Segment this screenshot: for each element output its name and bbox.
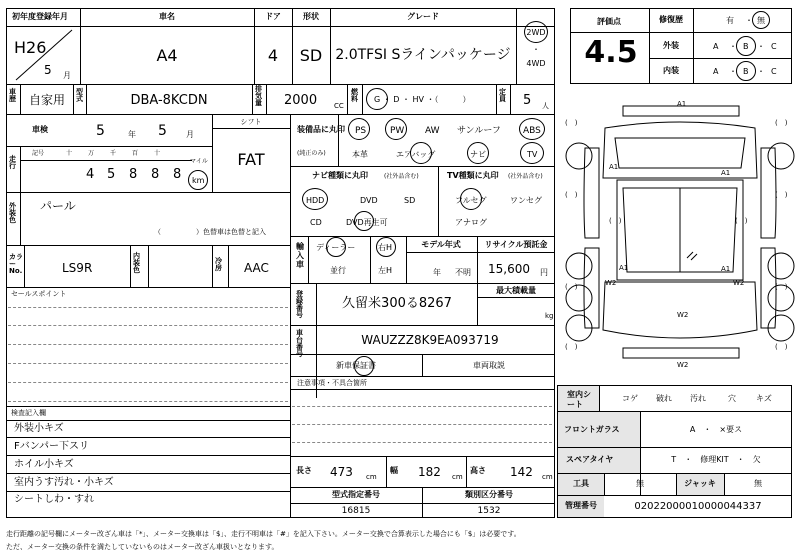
equip-pw: PW <box>390 126 405 136</box>
usage-label: 車歴 <box>9 88 16 103</box>
mileage-h4: 百 <box>132 150 139 157</box>
type-spec-label: 型式指定番号 <box>332 490 380 499</box>
length-label: 長さ <box>296 466 312 475</box>
mileage-h6: マイル <box>190 158 208 165</box>
int-b: B <box>743 67 749 76</box>
diagram-label-w2-1: W2 <box>605 279 617 287</box>
first-reg-label: 初年度登録年月 <box>12 12 68 21</box>
equip-abs: ABS <box>523 126 541 136</box>
inspector-note-3: 室内うす汚れ・小キズ <box>14 477 114 488</box>
import-rhd: 右H <box>378 243 393 252</box>
model-year-unit: 年 <box>433 268 441 277</box>
diagram-label-a1-rear-right: A1 <box>721 265 731 273</box>
shaken-month-unit: 月 <box>186 130 194 139</box>
import-lhd: 左H <box>378 266 393 275</box>
reg-label: 登録番号 <box>296 290 303 319</box>
import-parallel: 並行 <box>330 266 346 275</box>
mileage-d1: 5 <box>107 167 116 182</box>
warranty-circle <box>354 356 374 376</box>
diagram-paren-3: ( ) <box>565 191 578 199</box>
type-label: 型式 <box>76 88 83 103</box>
diagram-paren-9: ( ) <box>609 217 622 225</box>
diagram-labels <box>565 98 795 380</box>
usage-value: 自家用 <box>29 93 66 107</box>
model-year-unknown: 不明 <box>455 268 471 277</box>
diagram-label-w2-2: W2 <box>733 279 745 287</box>
jack-value: 無 <box>754 479 762 488</box>
ac-value: AAC <box>244 261 269 275</box>
exterior-value: パール <box>40 199 76 213</box>
shape-label: 形状 <box>303 12 319 21</box>
ext-dot1: ・ <box>729 42 737 51</box>
rhd-circle <box>376 237 396 257</box>
ext-dot2: ・ <box>757 42 765 51</box>
nav-dvd: DVD <box>360 196 378 205</box>
exterior-label: 外装色 <box>9 202 16 224</box>
diagram-paren-1: ( ) <box>565 119 578 127</box>
int-c: C <box>771 67 777 76</box>
diagram-paren-7: ( ) <box>565 343 578 351</box>
shaken-year: 5 <box>96 123 105 139</box>
chassis-label: 車台番号 <box>296 329 303 358</box>
ext-c: C <box>771 42 777 51</box>
nav-dvd-play: DVD再生可 <box>346 218 388 227</box>
drive-2wd: 2WD <box>526 28 546 37</box>
diagram-paren-2: ( ) <box>775 119 788 127</box>
displacement-value: 2000 <box>284 93 318 108</box>
tv-label: TV種類に丸印 <box>447 171 499 180</box>
tools-label: 工具 <box>573 479 589 488</box>
diagram-label-w2-3: W2 <box>677 311 689 319</box>
month-unit: 月 <box>63 71 71 80</box>
int-dot2: ・ <box>757 67 765 76</box>
ac-label: 冷房 <box>215 257 222 272</box>
hdd-circle <box>302 188 328 210</box>
reg-value: 久留米300る8267 <box>342 296 452 311</box>
footer-line1: 走行距離の記号欄にメーター改ざん車は「*」、メーター交換車は「$」、走行不明車は「#」を記入下さい。メーター交換で合算表示した場合にも「$」は必要です。 <box>6 530 521 538</box>
repair-dot: ・ <box>745 16 753 25</box>
interior-color-label: 内装色 <box>133 252 140 274</box>
seat-tear: 破れ <box>656 394 672 403</box>
first-reg-year: H26 <box>14 38 47 57</box>
length-value: 473 <box>330 465 353 479</box>
equipment-sub: (純正のみ) <box>297 150 326 157</box>
navi-circle <box>467 142 489 164</box>
equip-ps: PS <box>355 126 367 136</box>
diagram-paren-5: ( ) <box>565 283 578 291</box>
interior-grade-label: 内装 <box>663 66 679 75</box>
seat-label: 室内シート <box>567 390 591 409</box>
diagram-label-w2-4: W2 <box>677 361 689 369</box>
dvd-play-circle <box>354 211 374 231</box>
max-load-unit: kg <box>545 312 554 320</box>
length-unit: cm <box>366 473 377 481</box>
diagram-paren-4: ( ) <box>775 191 788 199</box>
width-unit: cm <box>452 473 463 481</box>
ext-b-circle <box>736 36 756 56</box>
shape-value: SD <box>299 46 323 65</box>
diagram-label-a1-front: A1 <box>677 100 687 108</box>
model-label: 車名 <box>159 12 175 21</box>
nav-cd: CD <box>310 218 322 227</box>
footer-line2: ただ、メーター交換の条件を満たしていないものはメーター改ざん車扱いとなります。 <box>6 543 279 551</box>
mileage-d0: 4 <box>86 167 95 182</box>
mgmt-value: 02022000010000044337 <box>634 501 762 512</box>
tv-fullseg: フルセグ <box>455 196 487 205</box>
int-a: A <box>713 67 719 76</box>
pw-circle <box>385 118 407 140</box>
height-unit: cm <box>542 473 553 481</box>
capacity-label: 定員 <box>499 88 506 103</box>
glass-options: A ・ ×要ス <box>689 425 743 434</box>
diagram-label-a1-left: A1 <box>609 163 619 171</box>
int-b-circle <box>736 61 756 81</box>
jack-label: ジャッキ <box>684 479 716 488</box>
shift-label: シフト <box>240 118 262 126</box>
recycle-label: リサイクル預託金 <box>484 240 548 249</box>
color-code-label: カラーNo. <box>9 253 23 275</box>
tv-oneseg: ワンセグ <box>510 196 542 205</box>
mileage-unit: km <box>192 176 205 185</box>
diagram-label-a1-rear-left: A1 <box>619 264 629 272</box>
score-value: 4.5 <box>584 35 638 70</box>
doors-value: 4 <box>267 46 279 65</box>
max-load-label: 最大積載量 <box>496 286 536 295</box>
class-label: 類別区分番号 <box>465 490 513 499</box>
first-reg-month: 5 <box>44 63 52 77</box>
shaken-label: 車検 <box>32 125 48 134</box>
mileage-h5: 十 <box>154 150 161 157</box>
mgmt-label: 管理番号 <box>565 501 597 510</box>
tools-value: 無 <box>636 479 644 488</box>
ext-a: A <box>713 42 719 51</box>
cc-unit: CC <box>334 102 344 110</box>
equip-navi: ナビ <box>470 150 486 159</box>
notes-label: 注意事項・不具合箇所 <box>297 379 367 387</box>
fuel-options: G ・ D ・ HV ・（ ） <box>374 95 471 104</box>
repair-label: 修復歴 <box>659 15 683 24</box>
import-label: 輸入車 <box>296 242 304 269</box>
nav-label: ナビ種類に丸印 <box>312 171 368 180</box>
type-spec-value: 16815 <box>341 506 371 516</box>
grade-value: 2.0TFSI Sラインパッケージ <box>335 47 511 63</box>
fuel-label: 燃料 <box>351 88 358 103</box>
repair-no-circle <box>752 11 770 29</box>
seat-hole: 穴 <box>728 394 736 403</box>
seat-stain: 汚れ <box>690 394 706 403</box>
shaken-month: 5 <box>158 123 167 139</box>
mileage-d2: 8 <box>129 167 138 182</box>
height-label: 高さ <box>470 466 486 475</box>
height-value: 142 <box>510 465 533 479</box>
manual: 車両取説 <box>473 361 505 370</box>
recycle-value: 15,600 <box>488 262 530 276</box>
inspector-label: 検査記入欄 <box>11 409 46 417</box>
seat-burn: コゲ <box>622 394 638 403</box>
spare-options: T ・ 修理KIT ・ 欠 <box>671 455 761 464</box>
mileage-label: 走行 <box>9 155 16 170</box>
inspector-note-1: Fバンパー下スリ <box>14 441 90 452</box>
equip-airbag: エアバッグ <box>396 150 436 159</box>
nav-hdd: HDD <box>306 196 325 205</box>
equip-sunroof: サンルーフ <box>457 126 501 136</box>
equip-leather: 本革 <box>352 150 368 159</box>
capacity-unit: 人 <box>542 102 549 110</box>
fullseg-circle <box>460 188 482 210</box>
nav-sub: (社外品含む) <box>384 173 419 180</box>
shaken-year-unit: 年 <box>128 130 136 139</box>
abs-circle <box>519 118 545 140</box>
mileage-d4: 8 <box>173 167 182 182</box>
warranty: 新車保証書 <box>336 361 376 370</box>
diagram-paren-8: ( ) <box>775 343 788 351</box>
inspector-note-4: シートしわ・すれ <box>14 494 94 505</box>
color-code-value: LS9R <box>62 261 93 275</box>
ps-circle <box>348 118 370 140</box>
diagram-label-a1-right: A1 <box>721 169 731 177</box>
type-value: DBA-8KCDN <box>130 93 208 108</box>
repair-no: 無 <box>757 16 765 25</box>
equipment-label: 装備品に丸印 <box>297 125 345 134</box>
repair-yes: 有 <box>726 16 734 25</box>
drive-4wd: 4WD <box>526 59 546 68</box>
doors-label: ドア <box>265 12 281 21</box>
shift-value: FAT <box>237 150 265 169</box>
tv-analog: アナログ <box>455 218 487 227</box>
equip-aw: AW <box>425 126 440 136</box>
mileage-h2: 万 <box>88 150 95 157</box>
seat-scratch: キズ <box>756 394 772 403</box>
model-year-label: モデル年式 <box>421 240 461 249</box>
width-value: 182 <box>418 465 441 479</box>
class-value: 1532 <box>477 506 501 516</box>
tv-circle <box>520 142 544 164</box>
displacement-label: 排気量 <box>255 85 262 107</box>
spare-label: スペアタイヤ <box>566 455 614 464</box>
score-label: 評価点 <box>597 17 621 26</box>
mileage-h3: 千 <box>110 150 117 157</box>
inspector-note-0: 外装小キズ <box>14 423 64 434</box>
int-dot1: ・ <box>729 67 737 76</box>
drive-dot: ・ <box>532 45 540 54</box>
import-dealer: ディーラー <box>316 243 356 252</box>
inspector-note-2: ホイル小キズ <box>14 459 74 470</box>
exterior-note: （ ）色替車は色替と記入 <box>154 228 266 236</box>
fuel-g-circle <box>366 88 388 110</box>
recycle-unit: 円 <box>540 268 548 277</box>
mileage-h0: 記号 <box>32 150 45 157</box>
exterior-grade-label: 外装 <box>663 41 679 50</box>
sales-point-label: セールスポイント <box>11 290 67 298</box>
width-label: 幅 <box>390 466 398 475</box>
tv-sub: (社外品含む) <box>508 173 543 180</box>
dealer-circle <box>326 237 346 257</box>
grade-label: グレード <box>407 12 439 21</box>
diagram-paren-10: ( ) <box>735 217 748 225</box>
diagram-paren-6: ( ) <box>775 283 788 291</box>
mileage-d3: 8 <box>151 167 160 182</box>
chassis-value: WAUZZZ8K9EA093719 <box>361 333 499 347</box>
glass-label: フロントガラス <box>564 425 620 434</box>
capacity-value: 5 <box>523 93 532 108</box>
ext-b: B <box>743 42 749 51</box>
nav-sd: SD <box>404 196 416 205</box>
model-value: A4 <box>156 46 178 65</box>
airbag-circle <box>410 142 432 164</box>
equip-tv: TV <box>527 150 538 159</box>
mileage-h1: 十 <box>66 150 73 157</box>
